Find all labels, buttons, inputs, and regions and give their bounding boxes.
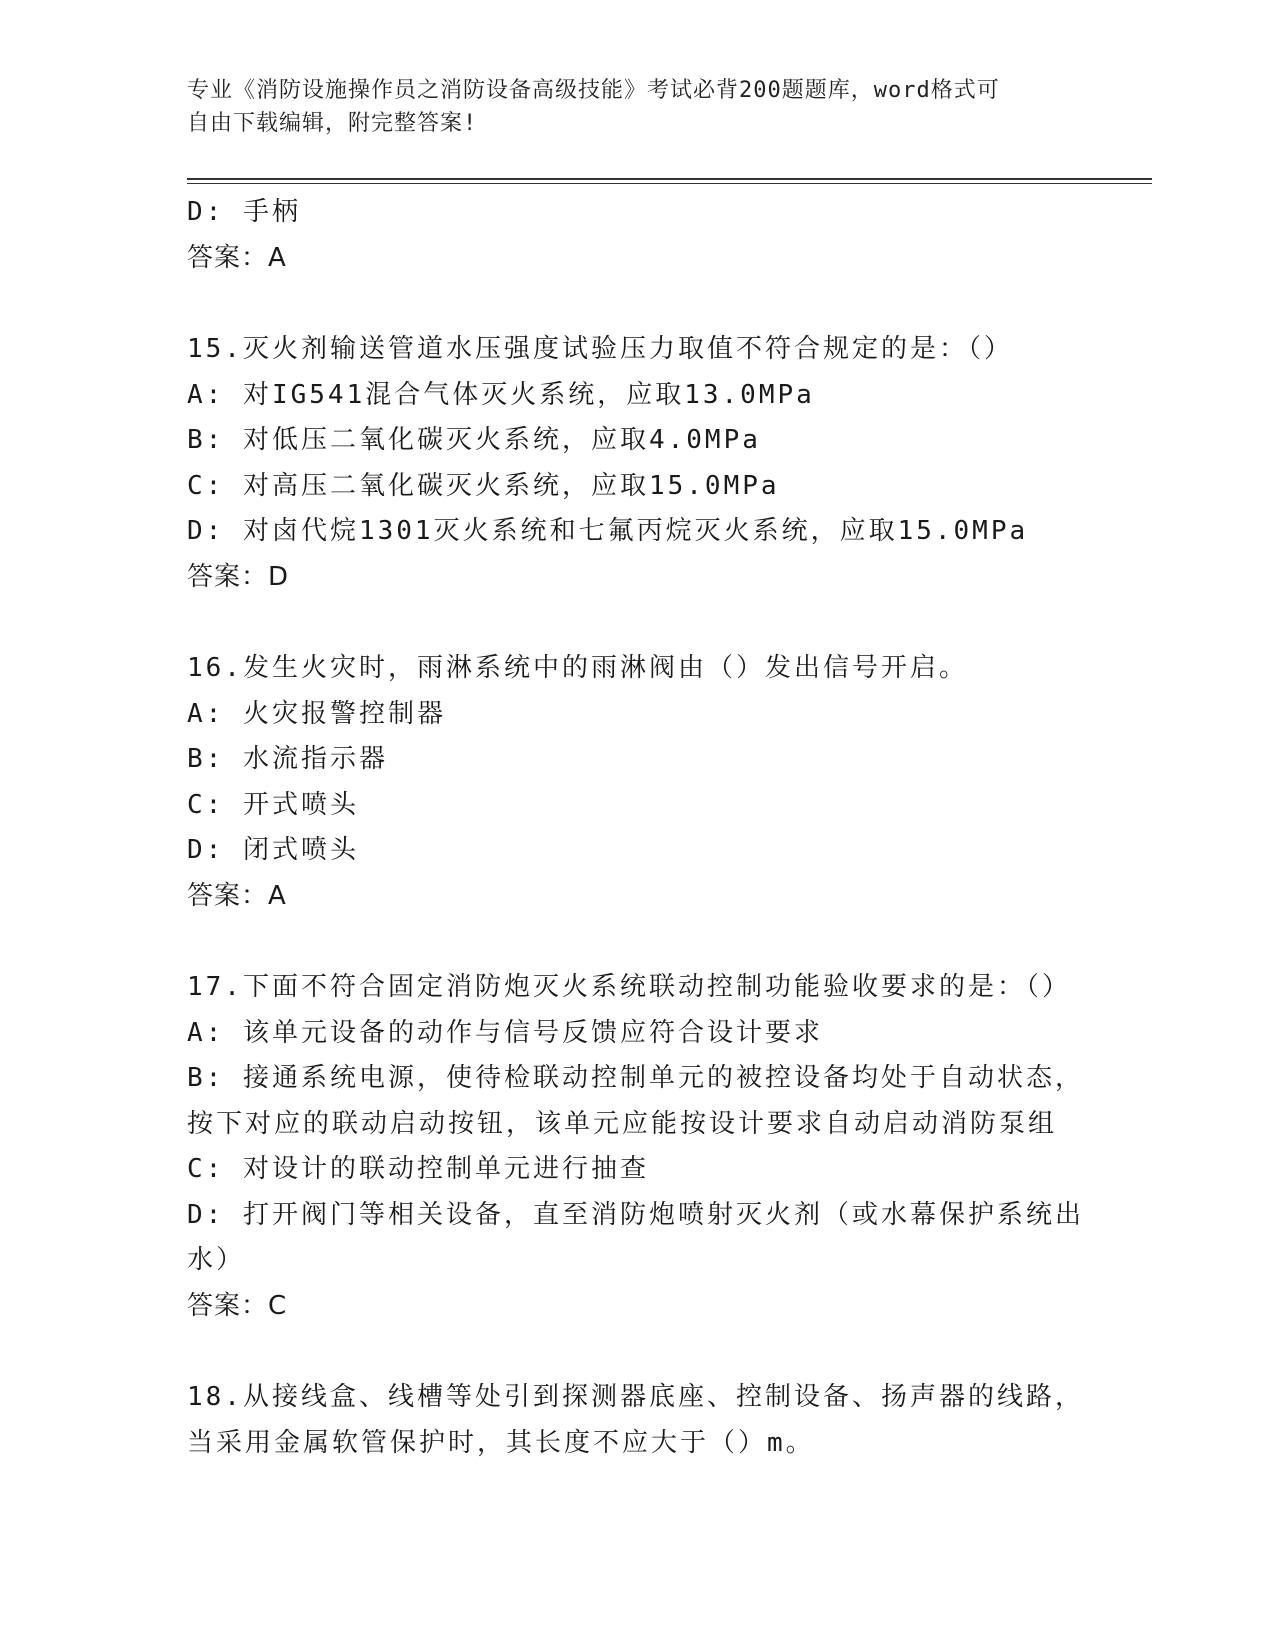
question-16 <box>187 646 1087 919</box>
option-c: C: 对高压二氧化碳灭火系统，应取15.0MPa <box>187 470 780 501</box>
header-line-2: 自由下载编辑，附完整答案! <box>187 111 478 136</box>
answer-line: 答案：C <box>187 1290 288 1321</box>
option-b-line-1: B: 接通系统电源，使待检联动控制单元的被控设备均处于自动状态， <box>187 1063 1084 1093</box>
question-15 <box>187 327 1087 600</box>
option-d: D: 闭式喷头 <box>187 835 359 865</box>
option-a: A: 该单元设备的动作与信号反馈应符合设计要求 <box>187 1017 823 1048</box>
question-text: 17.下面不符合固定消防炮灭火系统联动控制功能验收要求的是：（） <box>187 972 1071 1002</box>
answer-line: 答案：A <box>187 880 287 911</box>
header-divider-thin <box>187 183 1152 184</box>
question-text: 15.灭火剂输送管道水压强度试验压力取值不符合规定的是：（） <box>187 334 1013 364</box>
question-text-line-2: 当采用金属软管保护时，其长度不应大于（）m。 <box>187 1427 815 1458</box>
previous-question-tail <box>187 190 1087 281</box>
option-b: B: 对低压二氧化碳灭火系统，应取4.0MPa <box>187 425 761 455</box>
option-b-line-2: 按下对应的联动启动按钮，该单元应能按设计要求自动启动消防泵组 <box>187 1108 1058 1139</box>
answer-line: 答案：D <box>187 561 290 592</box>
option-a: A: 对IG541混合气体灭火系统，应取13.0MPa <box>187 379 815 410</box>
option-d-line-1: D: 打开阀门等相关设备，直至消防炮喷射灭火剂（或水幕保护系统出 <box>187 1199 1084 1230</box>
question-text: 16.发生火灾时，雨淋系统中的雨淋阀由（）发出信号开启。 <box>187 653 968 683</box>
question-text-line-1: 18.从接线盒、线槽等处引到探测器底座、控制设备、扬声器的线路， <box>187 1382 1084 1412</box>
question-list <box>187 190 1087 1466</box>
option-d: D: 手柄 <box>187 197 301 227</box>
question-18 <box>187 1375 1087 1466</box>
answer-line: 答案：A <box>187 242 287 273</box>
option-d: D: 对卤代烷1301灭火系统和七氟丙烷灭火系统，应取15.0MPa <box>187 516 1029 546</box>
question-17 <box>187 965 1087 1329</box>
option-a: A: 火灾报警控制器 <box>187 698 446 729</box>
option-b: B: 水流指示器 <box>187 744 388 774</box>
document-header <box>187 74 1087 140</box>
option-c: C: 开式喷头 <box>187 789 359 820</box>
option-c: C: 对设计的联动控制单元进行抽查 <box>187 1154 649 1184</box>
option-d-line-2: 水） <box>187 1245 246 1275</box>
header-line-1: 专业《消防设施操作员之消防设备高级技能》考试必背200题题库，word格式可 <box>187 78 1000 103</box>
header-divider-thick <box>187 178 1152 180</box>
